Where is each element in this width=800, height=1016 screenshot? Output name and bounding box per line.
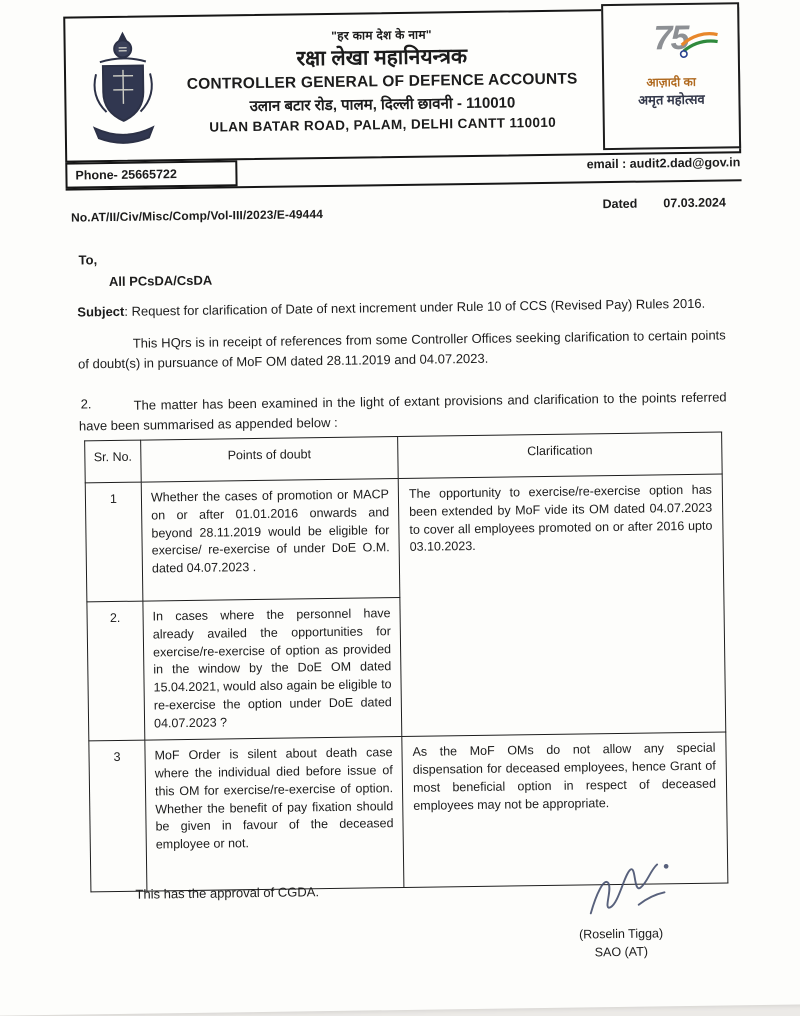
letterhead-slogan: "हर काम देश के नाम" bbox=[331, 27, 432, 43]
org-name-english: CONTROLLER GENERAL OF DEFENCE ACCOUNTS bbox=[186, 70, 578, 94]
org-address-hindi: उलान बटार रोड, पालम, दिल्ली छावनी - 110010 bbox=[249, 94, 516, 116]
cgda-crest-emblem-icon bbox=[85, 29, 161, 148]
paragraph-1: This HQrs is in receipt of references from some Controller Offices seeking clarification to certain points of doubt(s) in pursuance of MoF OM dated 28.11.2019 and 04.07.2023. bbox=[77, 327, 726, 372]
signatory-designation: SAO (AT) bbox=[594, 944, 649, 960]
clarification-table bbox=[84, 432, 727, 893]
azadi-75-numeral: 75 bbox=[653, 18, 688, 58]
azadi-ka-amrit-mahotsav-logo bbox=[601, 2, 741, 150]
row2-point-of-doubt: In cases where the personnel have already availed the opportunities for exercise/re-exercise of option as provided in the window by the DoE OM dated 15.04.2021, would also again be eligible to re-exercise the option under DoE dated 04.07.2023 ? bbox=[143, 598, 402, 741]
row3-clarification: As the MoF OMs do not allow any special dispensation for deceased employees, hence Grant of most beneficial option in respect of deceased employees may not be appropriate. bbox=[402, 732, 728, 888]
row1-point-of-doubt: Whether the cases of promotion or MACP on or after 01.01.2016 onwards and beyond 28.11.2019 would be eligible for exercise/ re-exercise of under DoE O.M. dated 04.07.2023 . bbox=[141, 479, 400, 602]
table-row bbox=[85, 474, 724, 602]
org-name-hindi: रक्षा लेखा महानियन्त्रक bbox=[296, 45, 468, 71]
letter-date: 07.03.2024 bbox=[663, 195, 726, 211]
row1-clarification: The opportunity to exercise/re-exercise option has been extended by MoF vide its OM dated 04.07.2023 to cover all employees promoted on or after 2016 upto 03.10.2023. bbox=[398, 474, 726, 737]
row3-sr-no: 3 bbox=[89, 740, 147, 892]
col-header-clarification: Clarification bbox=[398, 432, 723, 479]
signatory-name: (Roselin Tigga) bbox=[578, 926, 664, 942]
org-address-english: ULAN BATAR ROAD, PALAM, DELHI CANTT 110010 bbox=[209, 114, 557, 135]
row2-sr-no: 2. bbox=[87, 601, 145, 741]
subject-line bbox=[77, 295, 727, 319]
handwritten-signature-icon bbox=[580, 854, 676, 923]
dated-label: Dated bbox=[602, 196, 638, 212]
approval-statement: This has the approval of CGDA. bbox=[135, 884, 320, 902]
row3-point-of-doubt: MoF Order is silent about death case where the individual died before issue of this OM for exercise/re-exercise of option. Whether the benefit of pay fixation should be given in favour of the deceased employee or not. bbox=[145, 737, 404, 892]
azadi-text-line2: अमृत महोत्सव bbox=[638, 91, 705, 108]
reference-line bbox=[70, 195, 726, 225]
paragraph-2: The matter has been examined in the light of extant provisions and clarification to the points referred have been summarised as appended below : bbox=[78, 389, 727, 434]
letterhead-text bbox=[165, 23, 598, 135]
row1-sr-no: 1 bbox=[85, 482, 143, 602]
subject-label: Subject bbox=[77, 303, 125, 320]
col-header-points-of-doubt: Points of doubt bbox=[141, 437, 399, 483]
paragraph-2-number: 2. bbox=[80, 396, 92, 412]
addressee: All PCsDA/CsDA bbox=[108, 272, 213, 290]
phone-number: Phone- 25665722 bbox=[65, 160, 237, 188]
email-address: email : audit2.dad@gov.in bbox=[586, 155, 741, 172]
to-label: To, bbox=[78, 252, 98, 268]
reference-number: No.AT/II/Civ/Misc/Comp/Vol-III/2023/E-49444 bbox=[70, 207, 324, 225]
azadi-text-line1: आज़ादी का bbox=[646, 74, 696, 90]
col-header-sr-no: Sr. No. bbox=[85, 440, 142, 483]
tricolor-flag-swoosh-icon bbox=[677, 20, 720, 61]
subject-text: : Request for clarification of Date of next increment under Rule 10 of CCS (Revised Pay) Rules 2016. bbox=[124, 295, 706, 319]
